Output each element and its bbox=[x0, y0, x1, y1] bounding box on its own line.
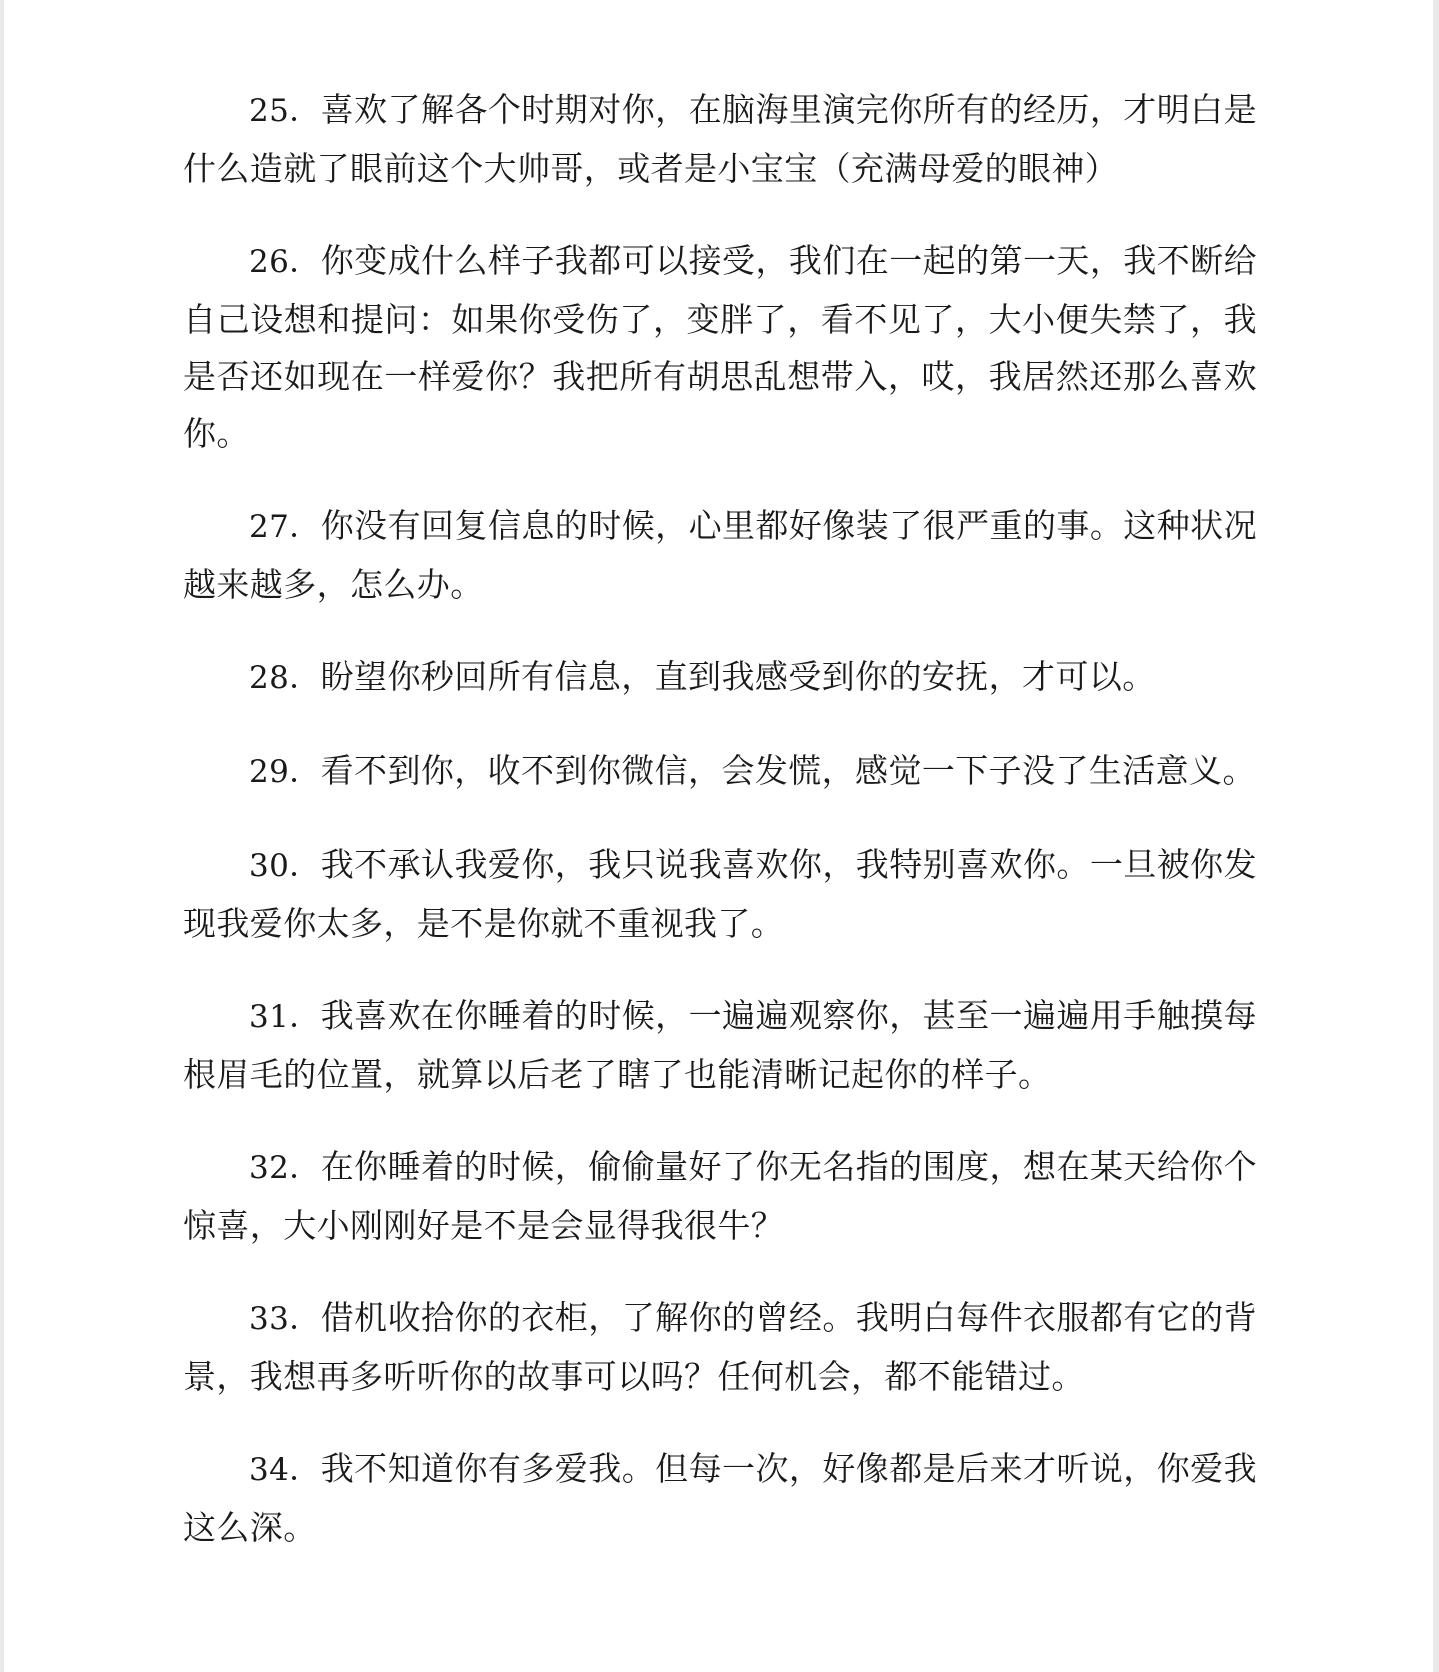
item-number: 26． bbox=[249, 244, 321, 280]
item-text: 在你睡着的时候，偷偷量好了你无名指的围度，想在某天给你个惊喜，大小刚刚好是不是会显得我很牛？ bbox=[183, 1147, 1257, 1245]
item-number: 29． bbox=[249, 754, 321, 790]
item-number: 28． bbox=[249, 660, 321, 696]
item-number: 33． bbox=[249, 1301, 321, 1337]
list-item bbox=[183, 497, 1257, 613]
item-text: 我不承认我爱你，我只说我喜欢你，我特别喜欢你。一旦被你发现我爱你太多，是不是你就不重视我了。 bbox=[183, 845, 1257, 943]
item-text: 看不到你，收不到你微信，会发慌，感觉一下子没了生活意义。 bbox=[320, 751, 1256, 790]
list-item bbox=[183, 648, 1257, 707]
list-item bbox=[183, 1440, 1257, 1556]
item-text: 我不知道你有多爱我。但每一次，好像都是后来才听说，你爱我这么深。 bbox=[183, 1449, 1257, 1547]
item-number: 27． bbox=[249, 509, 321, 545]
item-text: 盼望你秒回所有信息，直到我感受到你的安抚，才可以。 bbox=[320, 657, 1156, 696]
list-item bbox=[183, 836, 1257, 952]
list-item bbox=[183, 81, 1257, 197]
item-text: 你变成什么样子我都可以接受，我们在一起的第一天，我不断给自己设想和提问：如果你受伤了，变胖了，看不见了，大小便失禁了，我是否还如现在一样爱你？我把所有胡思乱想带入，哎，我居然还那么喜欢你。 bbox=[183, 241, 1257, 453]
page-left-edge bbox=[0, 0, 4, 1672]
item-text: 你没有回复信息的时候，心里都好像装了很严重的事。这种状况越来越多，怎么办。 bbox=[183, 506, 1257, 604]
document-body bbox=[183, 81, 1257, 1591]
item-number: 32． bbox=[249, 1150, 321, 1186]
list-item bbox=[183, 1289, 1257, 1405]
item-text: 喜欢了解各个时期对你，在脑海里演完你所有的经历，才明白是什么造就了眼前这个大帅哥，或者是小宝宝（充满母爱的眼神） bbox=[183, 90, 1257, 188]
list-item bbox=[183, 742, 1257, 801]
list-item bbox=[183, 1138, 1257, 1254]
item-number: 30． bbox=[249, 848, 321, 884]
item-number: 34． bbox=[249, 1452, 321, 1488]
item-number: 31． bbox=[249, 999, 321, 1035]
item-text: 我喜欢在你睡着的时候，一遍遍观察你，甚至一遍遍用手触摸每根眉毛的位置，就算以后老了瞎了也能清晰记起你的样子。 bbox=[183, 996, 1257, 1094]
list-item bbox=[183, 232, 1257, 462]
item-text: 借机收拾你的衣柜，了解你的曾经。我明白每件衣服都有它的背景，我想再多听听你的故事可以吗？任何机会，都不能错过。 bbox=[183, 1298, 1257, 1396]
page-right-edge bbox=[1433, 0, 1439, 1672]
item-number: 25． bbox=[249, 93, 321, 129]
list-item bbox=[183, 987, 1257, 1103]
